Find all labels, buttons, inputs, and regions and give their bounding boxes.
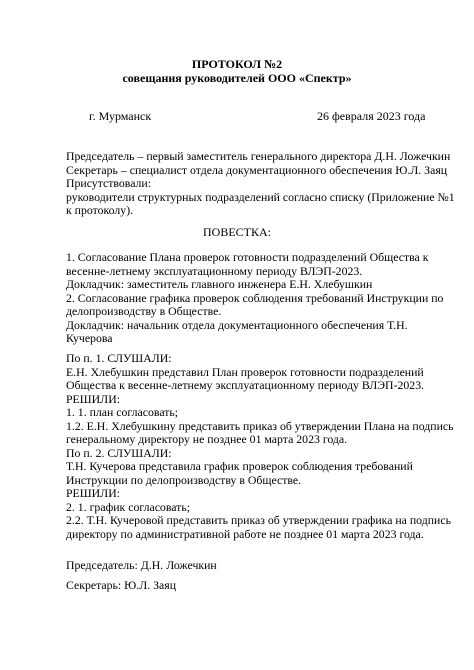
agenda-block xyxy=(66,250,444,346)
participants-block xyxy=(66,149,455,218)
signature-secretary: Секретарь: Ю.Л. Заяц xyxy=(66,577,177,592)
participants-line: Секретарь – специалист отдела документационного обеспечения Ю.Л. Заяц xyxy=(66,162,448,177)
agenda-line: делопроизводству в Обществе. xyxy=(66,304,222,318)
discussion-line: генеральному директору не позднее 01 марта 2023 года. xyxy=(66,432,348,446)
agenda-line: Кучерова xyxy=(66,331,113,345)
agenda-line: 1. Согласование Плана проверок готовности подразделений Общества к xyxy=(66,250,429,264)
city-label: г. Мурманск xyxy=(89,109,152,123)
participants-line: Присутствовали: xyxy=(66,176,152,190)
discussion-line: Е.Н. Хлебушкин представил План проверок готовности подразделений xyxy=(66,364,424,379)
date-label: 26 февраля 2023 года xyxy=(317,109,426,123)
discussion-line: директору по административной работе не позднее 01 марта 2023 года. xyxy=(66,526,424,541)
signature-chairman: Председатель: Д.Н. Ложечкин xyxy=(66,558,217,572)
agenda-line: Докладчик: заместитель главного инженера Е.Н. Хлебушкин xyxy=(66,277,373,291)
participants-line: Председатель – первый заместитель генерального директора Д.Н. Ложечкин xyxy=(66,149,451,163)
discussion-line: Инструкции по делопроизводству в Обществе. xyxy=(66,472,302,487)
discussion-block xyxy=(66,351,454,541)
discussion-line: По п. 2. СЛУШАЛИ: xyxy=(66,445,172,460)
discussion-line: Т.Н. Кучерова представила график проверок соблюдения требований xyxy=(66,459,413,473)
participants-line: к протоколу). xyxy=(66,203,134,217)
agenda-line: весенне-летнему эксплуатационному периоду ВЛЭП-2023. xyxy=(66,263,363,278)
agenda-line: 2. Согласование графика проверок соблюдения требований Инструкции по xyxy=(66,290,444,305)
discussion-line: 2.2. Т.Н. Кучеровой представить приказ об утверждении графика на подпись xyxy=(66,513,451,527)
discussion-line: 1.2. Е.Н. Хлебушкину представить приказ об утверждении Плана на подпись xyxy=(66,418,454,433)
document-subtitle: совещания руководителей ООО «Спектр» xyxy=(122,71,352,85)
signatures-block xyxy=(66,559,426,592)
agenda-line: Докладчик: начальник отдела документационного обеспечения Т.Н. xyxy=(66,317,408,332)
discussion-line: 1. 1. план согласовать; xyxy=(66,405,179,419)
participants-line: руководители структурных подразделений согласно списку (Приложение №1 xyxy=(66,189,455,204)
discussion-line: По п. 1. СЛУШАЛИ: xyxy=(66,351,172,365)
discussion-line: РЕШИЛИ: xyxy=(66,391,120,406)
discussion-line: Общества к весенне-летнему эксплуатационному периоду ВЛЭП-2023. xyxy=(66,378,425,392)
discussion-line: 2. 1. график согласовать; xyxy=(66,499,190,514)
discussion-line: РЕШИЛИ: xyxy=(66,486,120,500)
document-title: ПРОТОКОЛ №2 xyxy=(191,57,283,71)
agenda-heading: ПОВЕСТКА: xyxy=(202,225,271,239)
